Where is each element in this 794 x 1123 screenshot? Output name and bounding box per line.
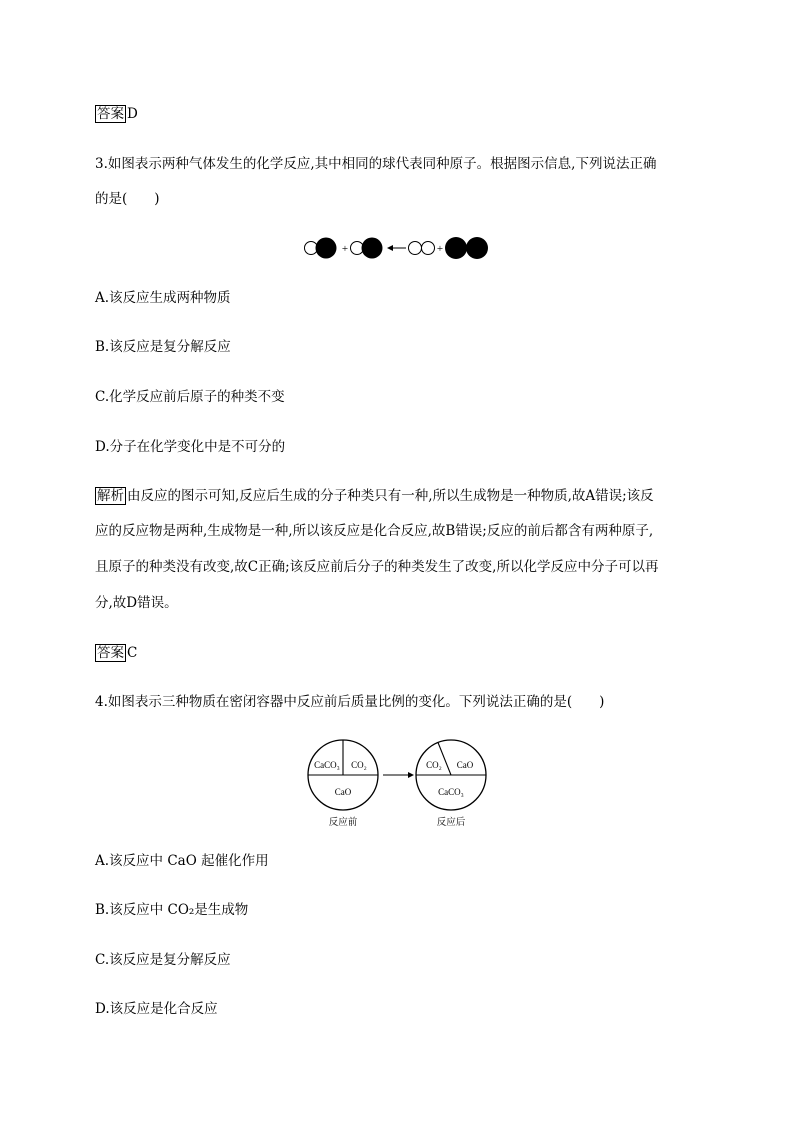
answer-line-q3 bbox=[95, 643, 137, 663]
plus-sign: + bbox=[436, 243, 444, 255]
q3-option-c: C.化学反应前后原子的种类不变 bbox=[95, 389, 285, 405]
after-caco3-label: CaCO₃ bbox=[438, 787, 464, 797]
before-co2-label: CO₂ bbox=[351, 760, 367, 770]
q4-option-b: B.该反应中 CO₂是生成物 bbox=[95, 902, 249, 918]
reaction-arrow-head bbox=[387, 245, 393, 251]
analysis-text: 由反应的图示可知,反应后生成的分子种类只有一种,所以生成物是一种物质,故A错误;该反 bbox=[127, 488, 654, 504]
answer-value: C bbox=[127, 645, 138, 661]
q3-option-a: A.该反应生成两种物质 bbox=[95, 290, 231, 306]
after-co2-label: CO₂ bbox=[426, 760, 442, 770]
after-caption: 反应后 bbox=[436, 818, 466, 828]
q3-molecule-diagram bbox=[300, 233, 495, 263]
q4-option-d: D.该反应是化合反应 bbox=[95, 1001, 218, 1017]
before-cao-label: CaO bbox=[334, 787, 352, 797]
q4-stem: 4.如图表示三种物质在密闭容器中反应前后质量比例的变化。下列说法正确的是( ) bbox=[95, 694, 605, 710]
q3-analysis-line3: 且原子的种类没有改变,故C正确;该反应前后分子的种类发生了改变,所以化学反应中分子可以再 bbox=[95, 559, 659, 575]
black-atom bbox=[445, 237, 467, 259]
answer-tag: 答案 bbox=[97, 106, 124, 122]
before-caption: 反应前 bbox=[328, 818, 358, 828]
plus-sign: + bbox=[341, 243, 349, 255]
answer-tag: 答案 bbox=[97, 645, 124, 661]
white-atom bbox=[422, 242, 435, 255]
black-atom bbox=[362, 238, 383, 259]
q3-stem-line1: 3.如图表示两种气体发生的化学反应,其中相同的球代表同种原子。根据图示信息,下列说法正确 bbox=[95, 156, 657, 172]
q3-stem-line2: 的是( ) bbox=[95, 191, 160, 207]
q4-option-a: A.该反应中 CaO 起催化作用 bbox=[95, 853, 269, 869]
before-caco3-label: CaCO₃ bbox=[314, 760, 340, 770]
black-atom bbox=[466, 237, 488, 259]
reaction-arrow-head bbox=[408, 772, 414, 778]
q3-analysis-line1 bbox=[95, 486, 654, 506]
q4-option-c: C.该反应是复分解反应 bbox=[95, 952, 231, 968]
black-atom bbox=[316, 238, 337, 259]
q3-option-d: D.分子在化学变化中是不可分的 bbox=[95, 439, 286, 455]
white-atom bbox=[409, 242, 422, 255]
analysis-tag: 解析 bbox=[97, 488, 124, 504]
q3-analysis-line2: 应的反应物是两种,生成物是一种,所以该反应是化合反应,故B错误;反应的前后都含有两种原子, bbox=[95, 523, 654, 539]
answer-line-q2 bbox=[95, 104, 138, 124]
q3-analysis-line4: 分,故D错误。 bbox=[95, 595, 178, 611]
q3-option-b: B.该反应是复分解反应 bbox=[95, 339, 231, 355]
after-cao-label: CaO bbox=[456, 760, 474, 770]
answer-value: D bbox=[127, 106, 138, 122]
q4-pie-diagram bbox=[305, 733, 495, 833]
